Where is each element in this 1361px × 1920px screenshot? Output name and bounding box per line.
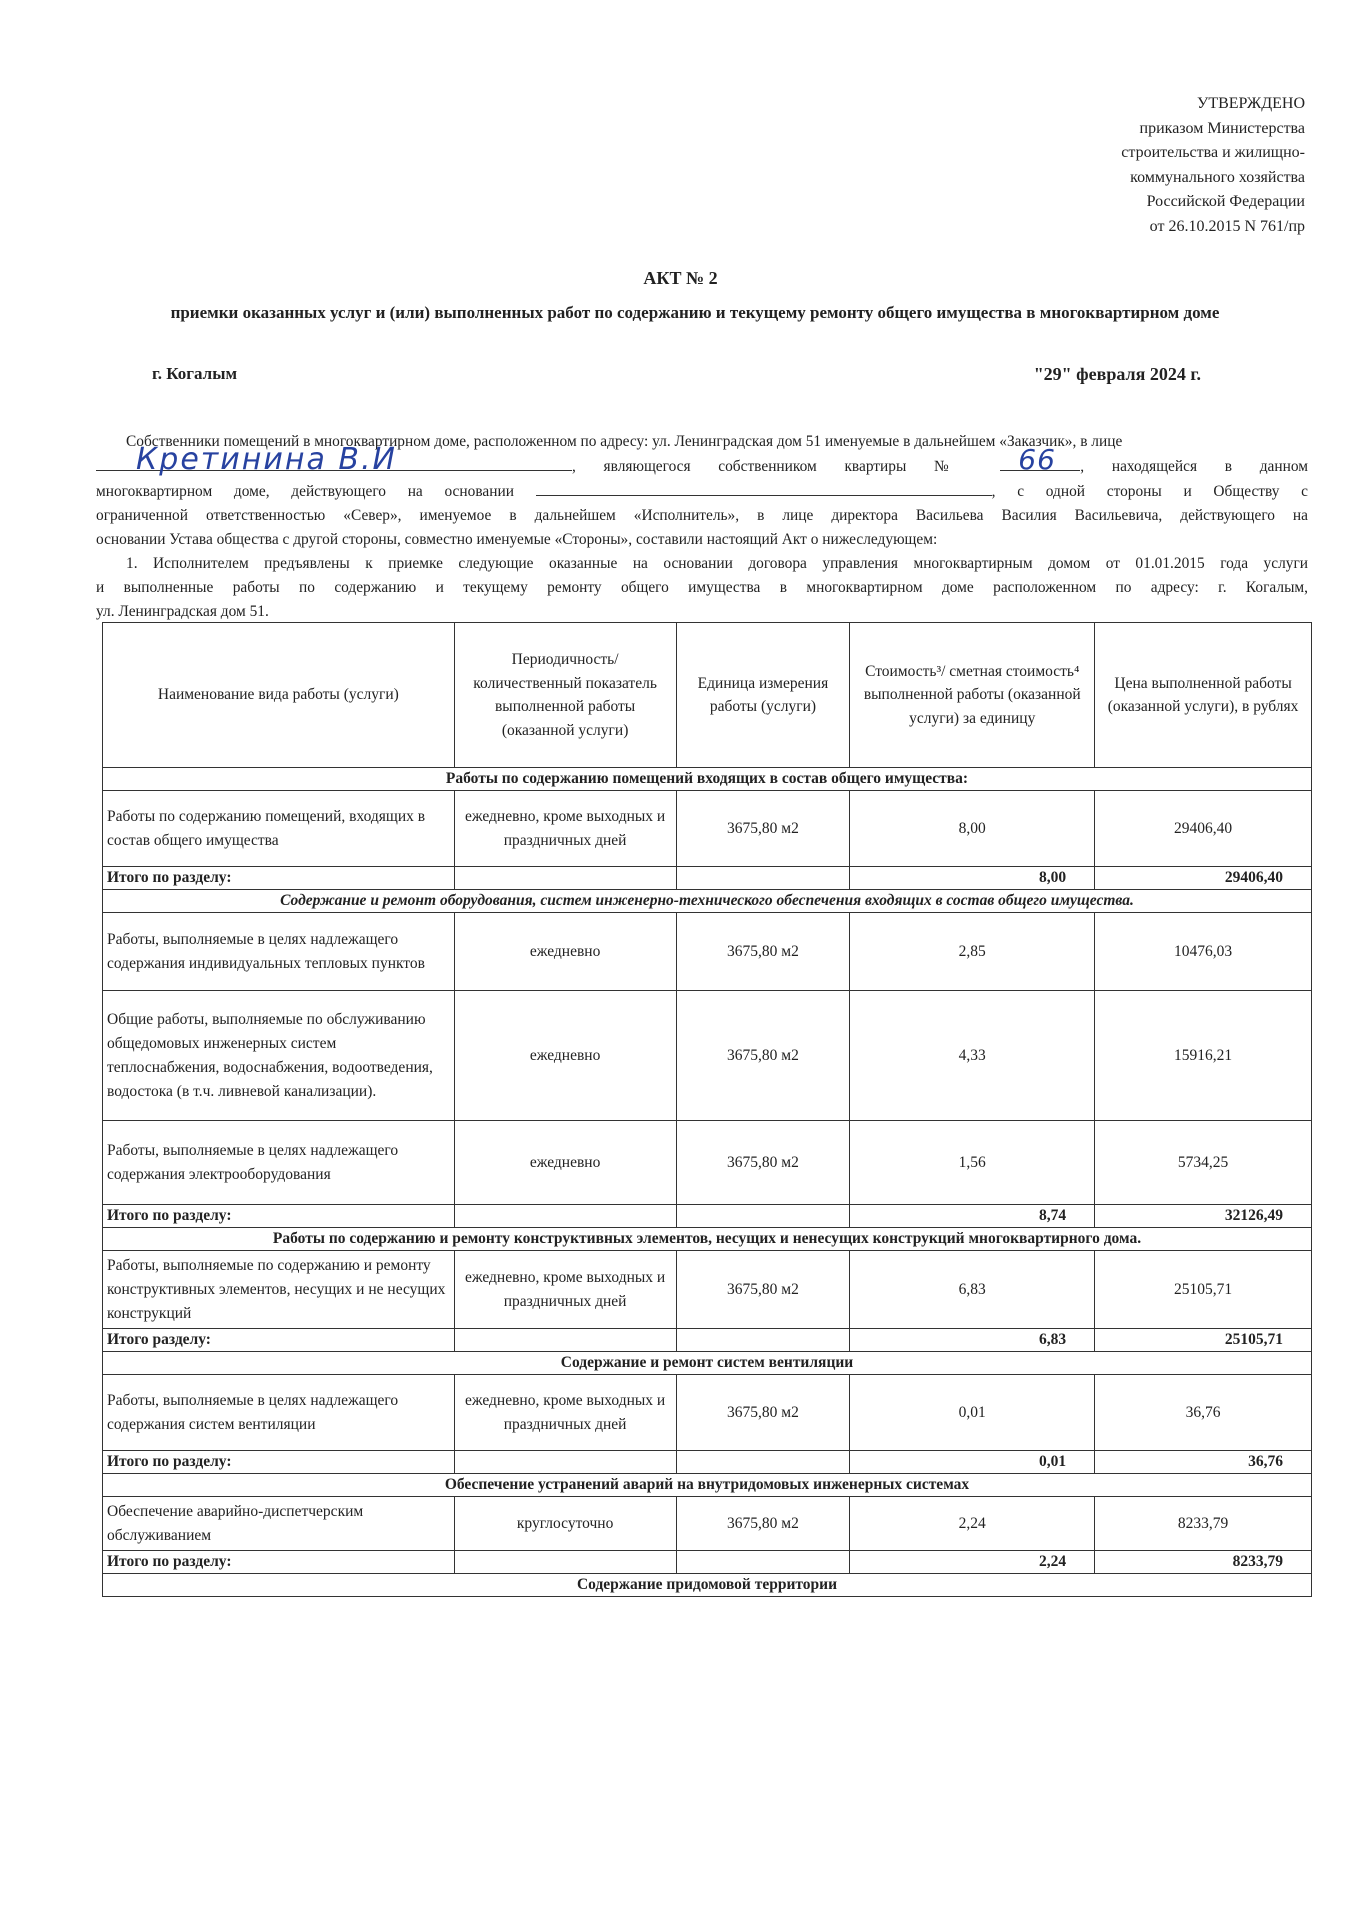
total-price: 25105,71 <box>1095 1329 1312 1352</box>
cell-cost: 2,85 <box>850 913 1095 991</box>
total-cost: 2,24 <box>850 1551 1095 1574</box>
act-date: "29" февраля 2024 г. <box>1033 364 1201 384</box>
total-price: 8233,79 <box>1095 1551 1312 1574</box>
total-empty <box>676 1551 850 1574</box>
table-row <box>103 1375 1312 1451</box>
cell-price: 8233,79 <box>1095 1497 1312 1551</box>
section-title: Обеспечение устранений аварий на внутридомовых инженерных системах <box>103 1474 1312 1497</box>
cell-cost: 6,83 <box>850 1251 1095 1329</box>
total-empty <box>676 1329 850 1352</box>
act-title: АКТ № 2 <box>643 268 718 288</box>
total-empty <box>676 1451 850 1474</box>
act-city: г. Когалым <box>152 364 238 383</box>
handwritten-owner-name: Кретинина В.И <box>136 442 397 477</box>
table-row <box>103 1497 1312 1551</box>
total-empty <box>454 1551 676 1574</box>
approval-line: приказом Министерства <box>1139 119 1305 137</box>
approval-line: Российской Федерации <box>1146 193 1305 210</box>
cell-periodicity: ежедневно <box>454 1121 676 1205</box>
total-cost: 8,74 <box>850 1205 1095 1228</box>
item-line: и выполненные работы по содержанию и текущему ремонту общего имущества в многоквартирном доме расположенном по адресу: г. Когалым, <box>96 579 1308 596</box>
owner-name-field <box>96 442 572 477</box>
section-title: Работы по содержанию помещений входящих в состав общего имущества: <box>103 768 1312 791</box>
total-label: Итого по разделу: <box>103 1551 455 1574</box>
cell-name: Общие работы, выполняемые по обслуживанию общедомовых инженерных систем теплоснабжения, водоснабжения, водоотведения, водостока (в т.ч. ливневой канализации). <box>103 991 455 1121</box>
cell-name: Работы по содержанию помещений, входящих в состав общего имущества <box>103 791 455 867</box>
section-title-row <box>103 890 1312 913</box>
header-unit: Единица измерения работы (услуги) <box>676 623 850 768</box>
section-title-row <box>103 1574 1312 1597</box>
intro-line-basis <box>96 479 1308 504</box>
cell-periodicity: ежедневно, кроме выходных и праздничных дней <box>454 791 676 867</box>
intro-text: , находящейся в данном <box>1080 458 1308 475</box>
table-row <box>103 791 1312 867</box>
cell-price: 25105,71 <box>1095 1251 1312 1329</box>
intro-line: Собственники помещений в многоквартирном доме, расположенном по адресу: ул. Ленинградская дом 51 именуемые в дальнейшем «Заказчик», в лице <box>126 433 1123 450</box>
section-title-row <box>103 768 1312 791</box>
intro-text: , с одной стороны и Обществу с <box>991 483 1308 500</box>
cell-unit: 3675,80 м2 <box>676 791 850 867</box>
table-row <box>103 1251 1312 1329</box>
cell-name: Работы, выполняемые в целях надлежащего содержания индивидуальных тепловых пунктов <box>103 913 455 991</box>
cell-unit: 3675,80 м2 <box>676 913 850 991</box>
section-total-row <box>103 1205 1312 1228</box>
section-title-row <box>103 1352 1312 1375</box>
cell-periodicity: ежедневно <box>454 991 676 1121</box>
cell-price: 36,76 <box>1095 1375 1312 1451</box>
intro-line: основании Устава общества с другой стороны, совместно именуемые «Стороны», составили настоящий Акт о нижеследующем: <box>96 531 938 548</box>
cell-name: Работы, выполняемые по содержанию и ремонту конструктивных элементов, несущих и не несущих конструкций <box>103 1251 455 1329</box>
cell-periodicity: ежедневно <box>454 913 676 991</box>
item-line: 1. Исполнителем предъявлены к приемке следующие оказанные на основании договора управления многоквартирным домом от 01.01.2015 года услуги <box>126 555 1308 572</box>
cell-unit: 3675,80 м2 <box>676 1497 850 1551</box>
cell-price: 10476,03 <box>1095 913 1312 991</box>
cell-unit: 3675,80 м2 <box>676 1121 850 1205</box>
total-price: 36,76 <box>1095 1451 1312 1474</box>
total-label: Итого по разделу: <box>103 1205 455 1228</box>
total-label: Итого разделу: <box>103 1329 455 1352</box>
section-title: Содержание и ремонт систем вентиляции <box>103 1352 1312 1375</box>
cell-name: Работы, выполняемые в целях надлежащего содержания электрооборудования <box>103 1121 455 1205</box>
header-price: Цена выполненной работы (оказанной услуги), в рублях <box>1095 623 1312 768</box>
intro-text: , являющегося собственником квартиры № <box>572 458 973 475</box>
item-line: ул. Ленинградская дом 51. <box>96 603 269 620</box>
total-price: 32126,49 <box>1095 1205 1312 1228</box>
total-cost: 8,00 <box>850 867 1095 890</box>
intro-text: многоквартирном доме, действующего на основании <box>96 483 514 500</box>
approval-line: строительства и жилищно- <box>1121 144 1305 161</box>
total-label: Итого по разделу: <box>103 867 455 890</box>
total-empty <box>454 1329 676 1352</box>
table-row <box>103 991 1312 1121</box>
basis-field <box>536 479 992 496</box>
total-empty <box>676 1205 850 1228</box>
total-empty <box>676 867 850 890</box>
cell-cost: 1,56 <box>850 1121 1095 1205</box>
approval-line: от 26.10.2015 N 761/пр <box>1149 217 1305 235</box>
cell-name: Обеспечение аварийно-диспетчерским обслуживанием <box>103 1497 455 1551</box>
section-title: Содержание и ремонт оборудования, систем инженерно-технического обеспечения входящих в состав общего имущества. <box>103 890 1312 913</box>
cell-unit: 3675,80 м2 <box>676 991 850 1121</box>
section-total-row <box>103 867 1312 890</box>
approval-stamp-block <box>1121 92 1305 239</box>
cell-unit: 3675,80 м2 <box>676 1251 850 1329</box>
cell-price: 15916,21 <box>1095 991 1312 1121</box>
section-total-row <box>103 1551 1312 1574</box>
cell-periodicity: ежедневно, кроме выходных и праздничных дней <box>454 1375 676 1451</box>
cell-cost: 2,24 <box>850 1497 1095 1551</box>
total-empty <box>454 867 676 890</box>
cell-cost: 4,33 <box>850 991 1095 1121</box>
section-title: Работы по содержанию и ремонту конструктивных элементов, несущих и ненесущих конструкций многоквартирного дома. <box>103 1228 1312 1251</box>
section-total-row <box>103 1451 1312 1474</box>
cell-cost: 0,01 <box>850 1375 1095 1451</box>
total-cost: 0,01 <box>850 1451 1095 1474</box>
cell-periodicity: ежедневно, кроме выходных и праздничных дней <box>454 1251 676 1329</box>
total-cost: 6,83 <box>850 1329 1095 1352</box>
approval-line: УТВЕРЖДЕНО <box>1196 95 1305 112</box>
intro-line: ограниченной ответственностью «Север», именуемое в дальнейшем «Исполнитель», в лице директора Васильева Василия Васильевича, действующего на <box>96 507 1308 524</box>
intro-paragraph <box>96 430 1308 624</box>
header-name: Наименование вида работы (услуги) <box>103 623 455 768</box>
table-row <box>103 1121 1312 1205</box>
cell-name: Работы, выполняемые в целях надлежащего содержания систем вентиляции <box>103 1375 455 1451</box>
table-row <box>103 913 1312 991</box>
cell-price: 5734,25 <box>1095 1121 1312 1205</box>
cell-cost: 8,00 <box>850 791 1095 867</box>
act-subtitle: приемки оказанных услуг и (или) выполненных работ по содержанию и текущему ремонту общего имущества в многоквартирном доме <box>170 303 1220 322</box>
header-periodicity: Периодичность/ количественный показатель выполненной работы (оказанной услуги) <box>454 623 676 768</box>
cell-periodicity: круглосуточно <box>454 1497 676 1551</box>
table-header-row <box>103 623 1312 768</box>
cell-price: 29406,40 <box>1095 791 1312 867</box>
apartment-number-field <box>1000 443 1080 476</box>
intro-line-owner <box>96 442 1308 479</box>
total-empty <box>454 1451 676 1474</box>
approval-line: коммунального хозяйства <box>1130 168 1305 186</box>
section-title-row <box>103 1474 1312 1497</box>
handwritten-apartment-number: 66 <box>1018 443 1056 476</box>
total-label: Итого по разделу: <box>103 1451 455 1474</box>
section-total-row <box>103 1329 1312 1352</box>
section-title-row <box>103 1228 1312 1251</box>
works-table <box>102 622 1312 1597</box>
section-title: Содержание придомовой территории <box>103 1574 1312 1597</box>
total-price: 29406,40 <box>1095 867 1312 890</box>
cell-unit: 3675,80 м2 <box>676 1375 850 1451</box>
header-cost: Стоимость³/ сметная стоимость⁴ выполненной работы (оказанной услуги) за единицу <box>850 623 1095 768</box>
total-empty <box>454 1205 676 1228</box>
